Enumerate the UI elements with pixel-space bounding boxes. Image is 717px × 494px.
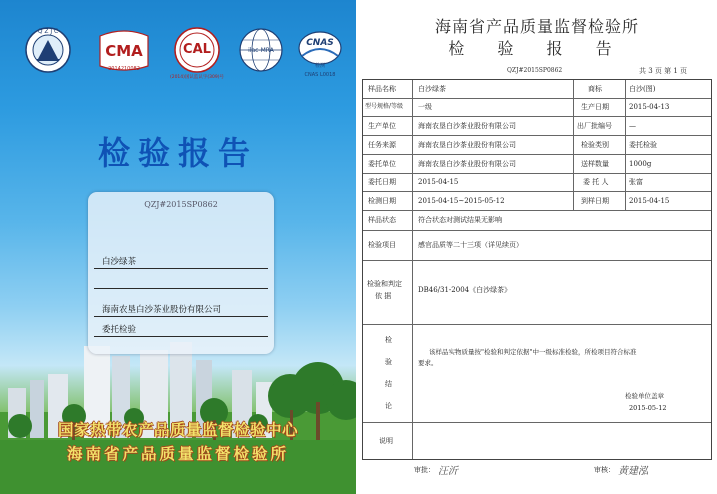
report-cover xyxy=(0,0,356,494)
label-category: 检验类别 xyxy=(581,141,609,149)
cover-institute-name: 海南省产品质量监督检验所 xyxy=(66,445,289,463)
label-basis-2: 依 据 xyxy=(375,292,392,300)
label-client: 委托单位 xyxy=(368,160,396,168)
cma-number: 2014210082 xyxy=(108,66,140,72)
approve-label: 审批： xyxy=(414,466,435,474)
value-batch: — xyxy=(629,122,636,130)
page-info: 共 3 页 第 1 页 xyxy=(639,67,688,75)
cnas-logo-label: CNAS xyxy=(306,38,334,48)
label-sample-qty: 送样数量 xyxy=(581,160,609,168)
cma-logo-label: CMA xyxy=(105,42,143,60)
label-task-source: 任务来源 xyxy=(368,141,396,149)
value-arrival-date: 2015-04-15 xyxy=(629,197,670,205)
value-commission-date: 2015-04-15 xyxy=(418,178,459,186)
cover-type-line xyxy=(94,322,268,337)
value-sample-name: 白沙绿茶 xyxy=(418,85,446,93)
cover-info-window xyxy=(88,192,274,354)
value-basis: DB46/31-2004《白沙绿茶》 xyxy=(418,286,512,294)
report-code: QZJ#2015SP0862 xyxy=(507,67,563,74)
label-sample-status: 样品状态 xyxy=(368,216,396,224)
qzjc-logo-label: Q Z J C xyxy=(37,28,59,35)
label-commission-date: 委托日期 xyxy=(368,178,396,186)
value-category: 委托检验 xyxy=(629,141,657,149)
label-trademark: 商标 xyxy=(588,85,602,93)
value-conclusion-1: 该样品实物质量按"检验和判定依据"中一级标准检验，所检项目符合标准 xyxy=(429,348,637,356)
value-conclusion-2: 要求。 xyxy=(418,359,438,367)
cover-product-line xyxy=(94,254,268,269)
cover-client: 海南农垦白沙茶业股份有限公司 xyxy=(102,305,222,315)
report-page xyxy=(357,0,717,494)
cal-caption: (2014)国认监认字(309)号 xyxy=(169,75,225,80)
report-org-header: 海南省产品质量监督检验所 xyxy=(434,17,639,36)
value-items: 感官品质等二十三项（详见续页） xyxy=(418,241,523,249)
label-test-date: 检测日期 xyxy=(368,197,396,205)
value-model: 一级 xyxy=(418,103,432,111)
label-producer: 生产单位 xyxy=(368,122,396,130)
cnas-caption: 检测 xyxy=(314,63,325,69)
label-sample-name: 样品名称 xyxy=(368,85,396,93)
label-remarks: 说明 xyxy=(379,437,393,445)
cover-product-name: 白沙绿茶 xyxy=(102,257,137,267)
globe-logo-label: ilac-MRA xyxy=(248,47,274,54)
cover-center-name: 国家热带农产品质量监督检验中心 xyxy=(57,421,298,439)
label-conclusion-2: 验 xyxy=(385,358,392,366)
label-batch: 出厂批编号 xyxy=(577,122,612,130)
label-arrival-date: 到样日期 xyxy=(581,197,609,205)
cover-report-code: QZJ#2015SP0862 xyxy=(144,200,218,209)
cover-blank-line xyxy=(94,274,268,289)
value-production-date: 2015-04-13 xyxy=(629,103,670,111)
review-label: 审核： xyxy=(594,466,615,474)
cnas-number: CNAS L0018 xyxy=(304,72,336,78)
value-producer: 海南农垦白沙茶业股份有限公司 xyxy=(418,122,516,130)
value-commissioner: 张富 xyxy=(629,178,643,186)
seal-text: 检验单位盖章 xyxy=(625,392,664,400)
label-items: 检验项目 xyxy=(368,241,396,249)
value-task-source: 海南农垦白沙茶业股份有限公司 xyxy=(418,141,516,149)
label-basis-1: 检验和判定 xyxy=(367,280,402,288)
value-client: 海南农垦白沙茶业股份有限公司 xyxy=(418,160,516,168)
label-model: 型号规格/等级 xyxy=(365,103,404,110)
signature-row xyxy=(362,460,712,492)
report-table xyxy=(362,79,712,460)
review-signature: 黄建泓 xyxy=(618,466,648,477)
approve-signature: 汪沂 xyxy=(438,466,458,477)
label-conclusion-3: 结 xyxy=(385,380,392,388)
cover-title: 检验报告 xyxy=(97,134,258,172)
cover-inspection-type: 委托检验 xyxy=(102,325,137,335)
label-conclusion-4: 论 xyxy=(385,402,392,410)
label-conclusion-1: 检 xyxy=(385,336,392,344)
city-landscape-illustration xyxy=(0,330,356,494)
value-sample-status: 符合状态对测试结果无影响 xyxy=(418,216,502,224)
cal-logo-label: CAL xyxy=(183,42,211,57)
seal-date: 2015-05-12 xyxy=(629,404,667,412)
report-title: 检 验 报 告 xyxy=(448,39,626,58)
value-sample-qty: 1000g xyxy=(629,160,652,168)
cover-client-line xyxy=(94,302,268,317)
label-commissioner: 委 托 人 xyxy=(583,178,609,186)
label-production-date: 生产日期 xyxy=(581,103,609,111)
value-test-date: 2015-04-15~2015-05-12 xyxy=(418,197,505,205)
value-trademark: 白沙(图) xyxy=(629,85,656,93)
